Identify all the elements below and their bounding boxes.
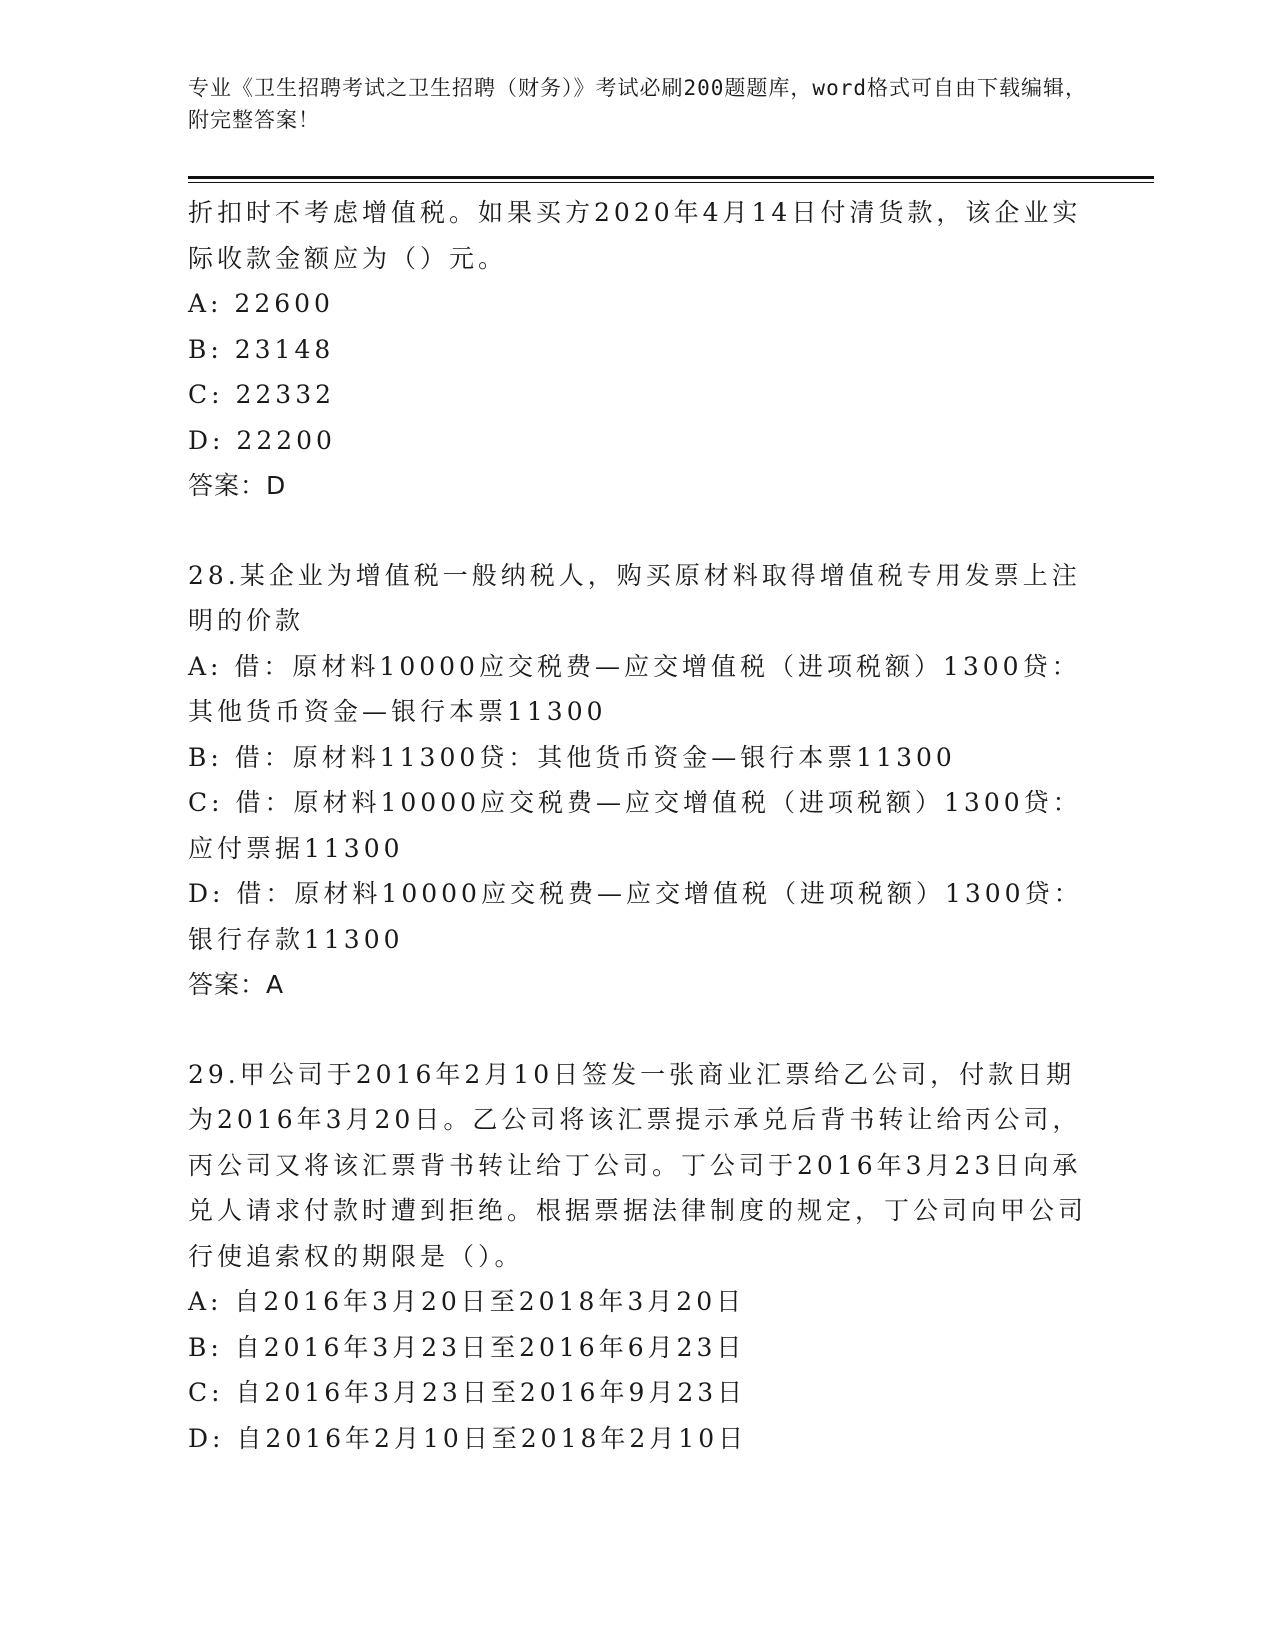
question-list bbox=[188, 190, 1088, 1461]
header-divider-thick bbox=[188, 176, 1154, 179]
q28-option-a: A: 借：原材料10000应交税费—应交增值税（进项税额）1300贷：其他货币资金—银行本票11300 bbox=[188, 651, 1081, 726]
q27-answer: 答案：D bbox=[188, 471, 287, 500]
q28-option-c: C: 借：原材料10000应交税费—应交增值税（进项税额）1300贷：应付票据11300 bbox=[188, 788, 1082, 863]
q29-option-b: B: 自2016年3月23日至2016年6月23日 bbox=[188, 1332, 746, 1362]
question-spacer bbox=[188, 1008, 1088, 1052]
q27-stem: 折扣时不考虑增值税。如果买方2020年4月14日付清货款，该企业实际收款金额应为（）元。 bbox=[188, 198, 1082, 273]
q29-option-c: C: 自2016年3月23日至2016年9月23日 bbox=[188, 1378, 747, 1407]
question-spacer bbox=[188, 509, 1088, 553]
q27-option-a: A: 22600 bbox=[188, 289, 334, 318]
q27-option-b: B: 23148 bbox=[188, 334, 335, 364]
q28-answer: 答案：A bbox=[188, 970, 285, 999]
q29-stem: 29.甲公司于2016年2月10日签发一张商业汇票给乙公司，付款日期为2016年3月20日。乙公司将该汇票提示承兑后背书转让给丙公司，丙公司又将该汇票背书转让给丁公司。丁公司于2016年3月23日向承兑人请求付款时遭到拒绝。根据票据法律制度的规定，丁公司向甲公司行使追索权的期限是（）。 bbox=[188, 1059, 1088, 1271]
page-header: 专业《卫生招聘考试之卫生招聘（财务）》考试必刷200题题库，word格式可自由下载编辑，附完整答案！ bbox=[188, 76, 1087, 132]
q27-option-c: C: 22332 bbox=[188, 380, 336, 409]
q28-option-b: B: 借：原材料11300贷：其他货币资金—银行本票11300 bbox=[188, 742, 956, 772]
header-divider-thin bbox=[188, 182, 1154, 183]
q27-option-d: D: 22200 bbox=[188, 425, 336, 455]
q29-option-d: D: 自2016年2月10日至2018年2月10日 bbox=[188, 1423, 748, 1453]
q28-option-d: D: 借：原材料10000应交税费—应交增值税（进项税额）1300贷：银行存款11300 bbox=[188, 879, 1083, 954]
q29-option-a: A: 自2016年3月20日至2018年3月20日 bbox=[188, 1287, 746, 1316]
q28-stem: 28.某企业为增值税一般纳税人，购买原材料取得增值税专用发票上注明的价款 bbox=[188, 560, 1081, 635]
